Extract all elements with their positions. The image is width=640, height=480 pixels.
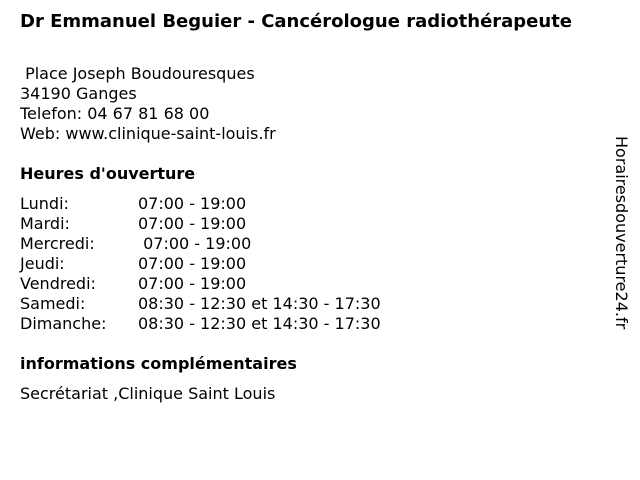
hours-row-friday [20, 274, 381, 294]
info-text: Secrétariat ,Clinique Saint Louis [20, 384, 276, 403]
address-block [20, 64, 276, 144]
time-range: 08:30 - 12:30 et 14:30 - 17:30 [138, 314, 381, 333]
phone-number: Telefon: 04 67 81 68 00 [20, 104, 210, 123]
hours-row-thursday [20, 254, 381, 274]
time-range: 07:00 - 19:00 [138, 274, 247, 293]
day-label: Jeudi: [20, 254, 65, 273]
hours-row-sunday [20, 314, 381, 334]
hours-row-wednesday [20, 234, 381, 254]
day-label: Mercredi: [20, 234, 95, 253]
time-range: 07:00 - 19:00 [138, 254, 247, 273]
day-label: Lundi: [20, 194, 69, 213]
time-range: 07:00 - 19:00 [138, 234, 252, 253]
postal-city: 34190 Ganges [20, 84, 137, 103]
day-label: Dimanche: [20, 314, 107, 333]
hours-row-saturday [20, 294, 381, 314]
brand-watermark: Horairesdouverture24.fr [612, 136, 631, 330]
time-range: 07:00 - 19:00 [138, 214, 247, 233]
time-range: 07:00 - 19:00 [138, 194, 247, 213]
website: Web: www.clinique-saint-louis.fr [20, 124, 276, 143]
street-address: Place Joseph Boudouresques [20, 64, 255, 83]
hours-heading: Heures d'ouverture [20, 164, 196, 183]
info-heading: informations complémentaires [20, 354, 297, 373]
hours-row-tuesday [20, 214, 381, 234]
day-label: Mardi: [20, 214, 70, 233]
day-label: Vendredi: [20, 274, 96, 293]
hours-row-monday [20, 194, 381, 214]
day-label: Samedi: [20, 294, 86, 313]
opening-hours-table [20, 194, 381, 334]
time-range: 08:30 - 12:30 et 14:30 - 17:30 [138, 294, 381, 313]
page-title: Dr Emmanuel Beguier - Cancérologue radiothérapeute [20, 11, 573, 32]
